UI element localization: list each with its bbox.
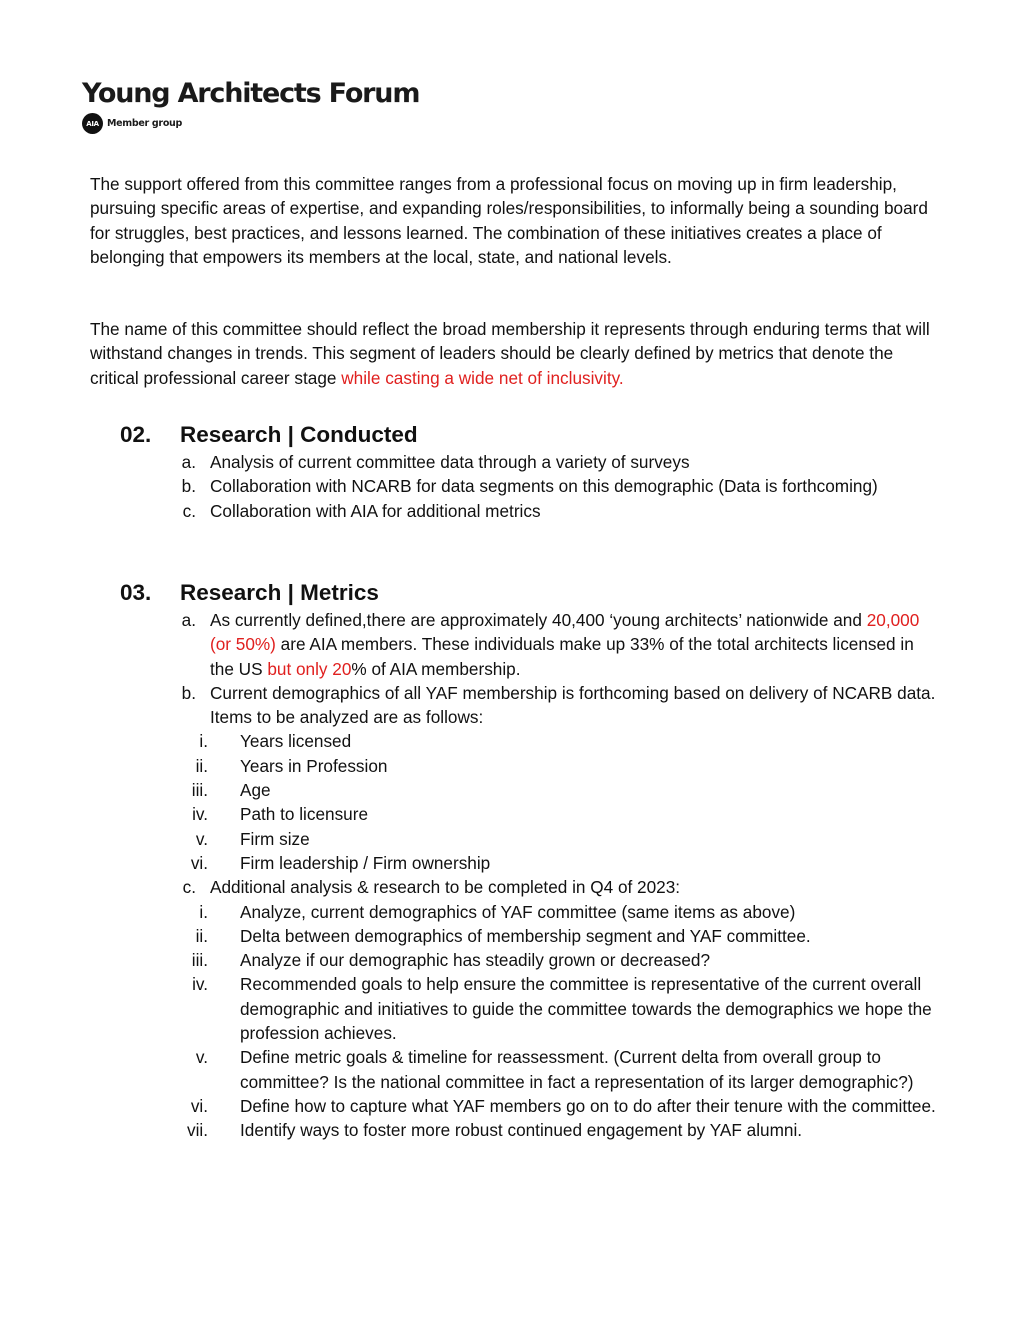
list-marker: ii. (195, 755, 208, 776)
list-item-text: Additional analysis & research to be completed in Q4 of 2023: (210, 877, 681, 898)
intro-paragraph-1: The support offered from this committee ranges from a professional focus on moving up in firm leadership, pursuing specific areas of expertise, and expanding roles/responsibilities, to informally being a sounding board for struggles, best practices, and lessons learned. The combination of these initiatives creates a place of belonging that empowers its members at the local, state, and national levels. (90, 174, 928, 267)
list-marker: vi. (190, 852, 208, 873)
list-marker: iv. (192, 804, 208, 825)
list-marker: vi. (190, 1095, 208, 1116)
sub-list-item (180, 1045, 940, 1094)
sub-list-item (180, 851, 940, 875)
list-marker: iii. (191, 780, 208, 801)
list-marker: a. (181, 452, 196, 472)
text-run: are AIA members. These individuals make up 33% of the total architects licensed in the US (210, 634, 914, 679)
list-marker: iii. (191, 950, 208, 971)
list-marker: c. (182, 877, 196, 898)
section-title: Research | Conducted (180, 422, 418, 447)
list-item-text: Define metric goals & timeline for reassessment. (Current delta from overall group to committee? Is the national committee in fact a representation of its larger demographic?) (240, 1047, 914, 1092)
section-02-heading (120, 421, 418, 449)
list-item-text: Years in Profession (240, 755, 388, 776)
list-item-text: Analyze, current demographics of YAF committee (same items as above) (240, 901, 796, 922)
sub-list (180, 900, 940, 1143)
section-03-list (180, 608, 940, 1143)
list-item (180, 450, 940, 474)
highlighted-text: 20,000 (or 50%) (210, 610, 920, 655)
list-marker: v. (195, 828, 208, 849)
list-item-text: Path to licensure (240, 804, 369, 825)
list-item-text: Collaboration with NCARB for data segments on this demographic (Data is forthcoming) (210, 476, 878, 497)
list-marker: b. (181, 682, 196, 703)
sub-list-item (180, 827, 940, 851)
member-group-label: Member group (107, 118, 183, 129)
section-number: 02. (120, 422, 152, 447)
section-03-heading (120, 579, 379, 607)
section-number: 03. (120, 580, 152, 605)
intro-paragraph-2 (90, 317, 940, 390)
list-item-text: Recommended goals to help ensure the committee is representative of the current overall demographic and initiatives to guide the committee towards the demographics we hope the profession achieves. (240, 974, 932, 1044)
list-item-text: Firm size (240, 828, 310, 849)
text-run: As currently defined,there are approximately 40,400 ‘young architects’ nationwide and (210, 610, 867, 630)
section-title: Research | Metrics (180, 580, 379, 605)
list-marker: b. (181, 476, 196, 497)
sub-list (180, 729, 940, 875)
list-marker: i. (199, 901, 208, 922)
sub-list-item (180, 972, 940, 1045)
list-item-text: Years licensed (240, 731, 352, 752)
list-item (180, 875, 940, 1142)
list-item-text: Current demographics of all YAF membership is forthcoming based on delivery of NCARB data. Items to be analyzed are as follows: (210, 682, 936, 728)
list-item-text: Age (240, 780, 271, 801)
list-marker: iv. (192, 974, 208, 995)
sub-list-item (180, 1118, 940, 1142)
list-marker: v. (195, 1047, 208, 1068)
sub-list-item (180, 778, 940, 802)
list-item-text: Delta between demographics of membership segment and YAF committee. (240, 925, 811, 946)
sub-list-item (180, 802, 940, 826)
list-item-body (186, 875, 940, 1142)
text-run: % of AIA membership. (351, 658, 521, 679)
aia-badge-icon: AIA (82, 113, 103, 134)
list-item (180, 608, 940, 681)
list-item-text: Collaboration with AIA for additional metrics (210, 500, 541, 521)
list-item-body (190, 681, 940, 875)
brand-title: Young Architects Forum (82, 78, 420, 109)
list-item (180, 499, 940, 523)
highlighted-text: while casting a wide net of inclusivity. (341, 367, 624, 388)
list-item (180, 681, 940, 875)
sub-list-item (180, 948, 940, 972)
paragraph-text: The name of this committee should reflect the broad membership it represents through enduring terms that will withstand changes in trends. This segment of leaders should be clearly defined by metrics that denote the critical professional career stage (90, 319, 930, 388)
list-item-text: Analysis of current committee data through a variety of surveys (210, 452, 690, 472)
list-marker: ii. (195, 925, 208, 946)
sub-list-item (180, 924, 940, 948)
sub-list-item (180, 729, 940, 753)
section-02-list (180, 450, 940, 523)
list-item-text: Identify ways to foster more robust continued engagement by YAF alumni. (240, 1120, 803, 1141)
logo-header (82, 78, 419, 134)
member-group-row (82, 113, 419, 134)
list-item (180, 474, 940, 498)
sub-list-item (180, 1094, 940, 1118)
sub-list-item (180, 900, 940, 924)
list-item-text: Define how to capture what YAF members go on to do after their tenure with the committee. (240, 1095, 936, 1116)
list-item-text: Firm leadership / Firm ownership (240, 852, 491, 873)
sub-list-item (180, 754, 940, 778)
list-marker: a. (181, 610, 196, 630)
list-item-text: Analyze if our demographic has steadily grown or decreased? (240, 950, 711, 971)
highlighted-text: but only 20 (267, 658, 352, 679)
list-marker: i. (199, 731, 208, 752)
list-marker: vii. (186, 1120, 208, 1141)
list-item-text (210, 608, 940, 681)
list-marker: c. (182, 500, 196, 521)
